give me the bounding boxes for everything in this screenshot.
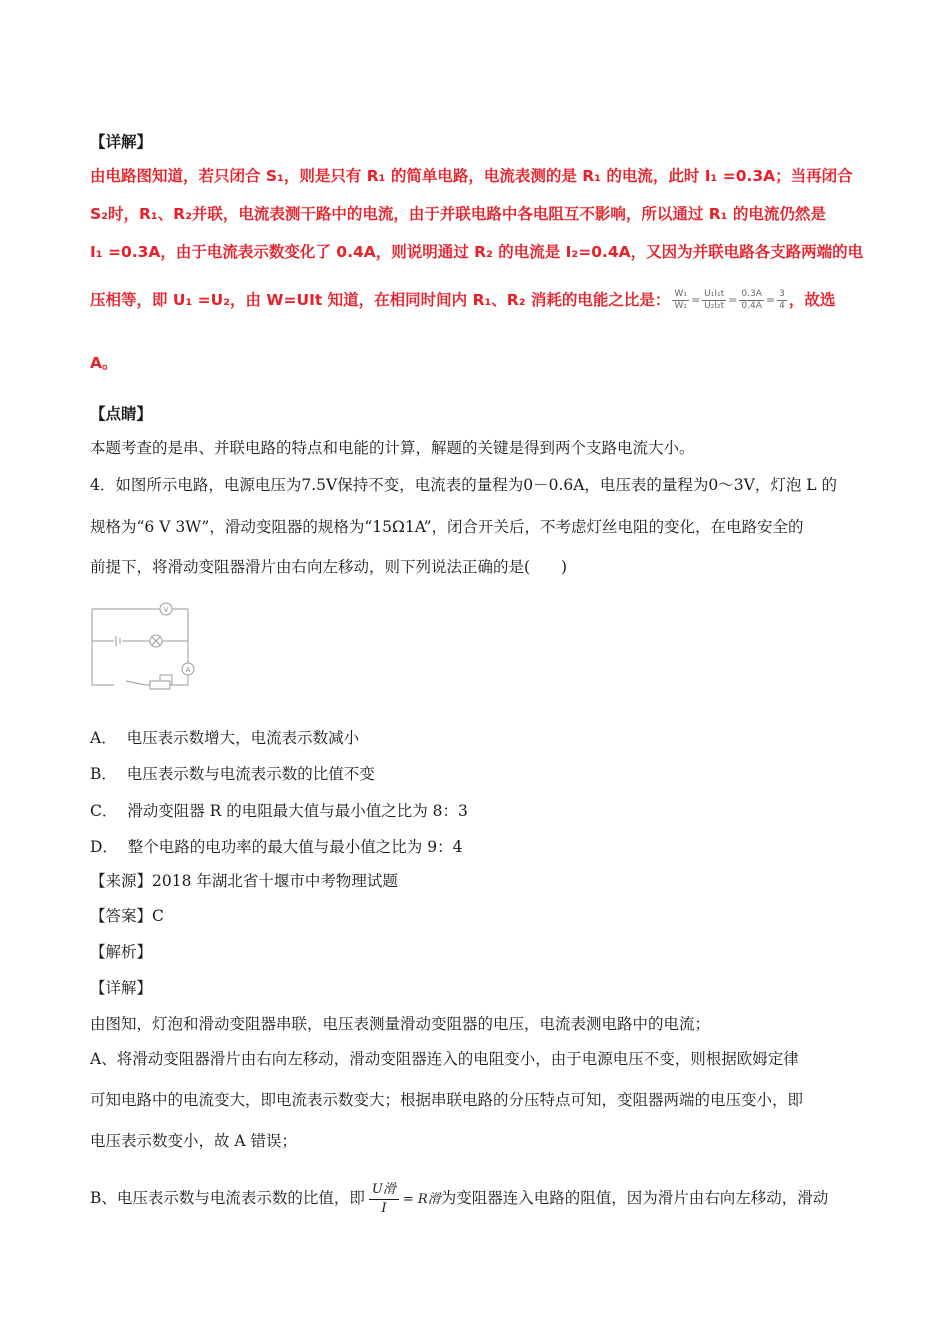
ratio-fraction-4: $\frac{3}{4}$ — [779, 289, 785, 311]
detail-line-5: A。 — [90, 354, 118, 372]
circuit-diagram — [88, 597, 198, 692]
ratio-fraction-1: $\frac{\text{W₁}}{\text{W₂}}$ — [674, 289, 687, 311]
section-heading-detail: 【详解】 — [90, 132, 153, 151]
option-d-text: 整个电路的电功率的最大值与最小值之比为 9：4 — [127, 838, 463, 856]
option-b — [90, 763, 375, 785]
voltmeter-label: V — [163, 606, 169, 614]
option-c-letter: C． — [90, 802, 118, 820]
detail-line-2: S₂时，R₁、R₂并联，电流表测干路中的电流，由于并联电路中各电阻互不影响，所以通过 R₁ 的电流仍然是 — [90, 205, 826, 223]
ratio-fraction-3: $\frac{0.3A}{0.4A}$ — [741, 289, 762, 311]
option-b-text: 电压表示数与电流表示数的比值不变 — [126, 765, 375, 783]
explanation-line-1: 由图知，灯泡和滑动变阻器串联，电压表测量滑动变阻器的电压，电流表测电路中的电流； — [90, 1015, 711, 1033]
detail-line-4: 压相等，即 U₁ =U₂，由 W=UIt 知道，在相同时间内 R₁、R₂ 消耗的电能之比是： $\frac{\text{W₁}}{\text{W₂}}$ = $\frac{\text{U₁I₁t}}{\text{U₂I₂t}}$ = $\frac{0.3A}{0.4A}$ = $\frac{3}{4}$ ，故选 — [90, 289, 836, 311]
explanation-line-2: A、将滑动变阻器滑片由右向左移动，滑动变阻器连入的电阻变小，由于电源电压不变，则根据欧姆定律 — [90, 1050, 799, 1068]
option-a — [90, 727, 359, 749]
option-d-letter: D． — [90, 838, 118, 856]
explanation-line-3: 可知电路中的电流变大，即电流表示数变大；根据串联电路的分压特点可知，变阻器两端的电压变小，即 — [90, 1091, 804, 1109]
option-a-letter: A． — [90, 729, 117, 747]
comment-text: 本题考查的是串、并联电路的特点和电能的计算，解题的关键是得到两个支路电流大小。 — [90, 439, 695, 457]
analysis-heading: 【解析】 — [90, 943, 153, 961]
ammeter-label: A — [185, 666, 191, 674]
detail-heading-2: 【详解】 — [90, 979, 153, 997]
question-line-2: 规格为“6 V 3W”，滑动变阻器的规格为“15Ω1A”，闭合开关后，不考虑灯丝电阻的变化，在电路安全的 — [90, 518, 804, 536]
option-c-text: 滑动变阻器 R 的电阻最大值与最小值之比为 8：3 — [127, 802, 468, 820]
option-b-letter: B． — [90, 765, 117, 783]
source-line: 【来源】2018 年湖北省十堰市中考物理试题 — [90, 872, 398, 890]
explanation-line-5-post: 为变阻器连入电路的阻值，因为滑片由右向左移动，滑动 — [440, 1189, 829, 1207]
question-line-3: 前提下，将滑动变阻器滑片由右向左移动，则下列说法正确的是( ) — [90, 558, 568, 576]
detail-line-4-text: 压相等，即 U₁ =U₂，由 W=UIt 知道，在相同时间内 R₁、R₂ 消耗的电能之比是： — [90, 291, 671, 309]
option-c — [90, 800, 468, 822]
ratio-fraction-2: $\frac{\text{U₁I₁t}}{\text{U₂I₂t}}$ — [704, 289, 725, 311]
explanation-line-4: 电压表示数变小，故 A 错误； — [90, 1132, 298, 1150]
question-line-1: 4．如图所示电路，电源电压为7.5V保持不变，电流表的量程为0－0.6A，电压表的量程为0～3V，灯泡 L 的 — [90, 476, 837, 494]
voltage-current-fraction: $\frac{\text{U滑}}{I}$ — [369, 1181, 399, 1218]
answer-line: 【答案】C — [90, 907, 164, 925]
detail-line-1: 由电路图知道，若只闭合 S₁，则是只有 R₁ 的简单电路，电流表测的是 R₁ 的电流，此时 I₁ =0.3A；当再闭合 — [90, 167, 853, 185]
equals-r-slide: = R滑 — [402, 1192, 441, 1207]
option-a-text: 电压表示数增大，电流表示数减小 — [126, 729, 360, 747]
explanation-line-5-pre: B、电压表示数与电流表示数的比值，即 — [90, 1189, 365, 1207]
explanation-line-5 — [90, 1178, 828, 1220]
detail-line-4-tail: ，故选 — [788, 291, 836, 309]
option-d — [90, 836, 462, 858]
section-heading-comment: 【点睛】 — [90, 404, 153, 423]
detail-line-3: I₁ =0.3A，由于电流表示数变化了 0.4A，则说明通过 R₂ 的电流是 I₂=0.4A，又因为并联电路各支路两端的电 — [90, 243, 864, 261]
